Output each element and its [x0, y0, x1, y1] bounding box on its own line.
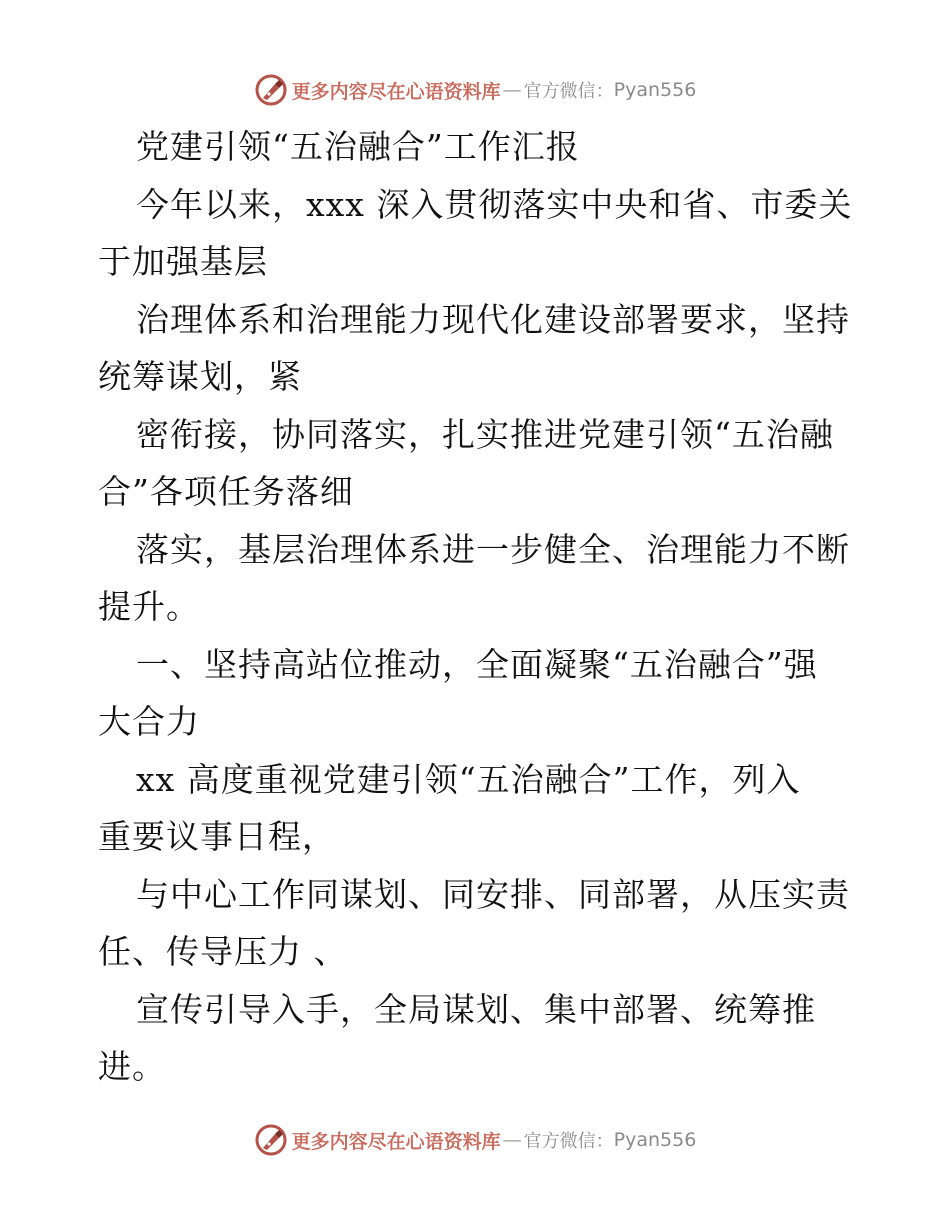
pen-nib-logo-icon [254, 73, 288, 107]
banner-wechat-id: Pyan556 [613, 79, 697, 101]
document-title: 党建引领“五治融合”工作汇报 [136, 127, 580, 166]
text-line: 重要议事日程， [98, 817, 336, 856]
banner-wechat-label: 官方微信： [523, 81, 614, 102]
text-line: 与中心工作同谋划、同安排、同部署，从压实责 [136, 874, 850, 914]
document-body [98, 118, 854, 1096]
section-heading-cont: 大合力 [98, 702, 200, 741]
banner-site-name: 更多内容尽在心语资料库 [291, 1130, 501, 1153]
banner-wechat-id: Pyan556 [613, 1129, 697, 1151]
banner-site-name: 更多内容尽在心语资料库 [291, 80, 501, 103]
banner-dash: — [502, 1129, 522, 1151]
text-line: 今年以来，xxx 深入贯彻落实中央和省、市委关 [136, 184, 853, 224]
text-line: 进。 [98, 1047, 166, 1086]
header-banner [0, 70, 950, 110]
text-line: 治理体系和治理能力现代化建设部署要求，坚持 [136, 299, 850, 339]
text-line: 于加强基层 [98, 242, 268, 281]
banner-dash: — [502, 79, 522, 101]
footer-banner [0, 1120, 950, 1160]
text-line: 任、传导压力 、 [98, 932, 348, 971]
text-line: 合”各项任务落细 [98, 472, 354, 511]
text-line: 落实，基层治理体系进一步健全、治理能力不断 [136, 529, 850, 569]
text-line: 密衔接，协同落实，扎实推进党建引领“五治融 [136, 414, 834, 454]
text-line: 宣传引导入手，全局谋划、集中部署、统筹推 [136, 989, 816, 1029]
text-line: 提升。 [98, 587, 200, 626]
banner-wechat-label: 官方微信： [523, 1131, 614, 1152]
pen-nib-logo-icon [254, 1123, 288, 1157]
section-heading: 一、坚持高站位推动，全面凝聚“五治融合”强 [136, 644, 818, 684]
text-line: xx 高度重视党建引领“五治融合”工作，列入 [136, 759, 801, 799]
text-line: 统筹谋划，紧 [98, 357, 302, 396]
